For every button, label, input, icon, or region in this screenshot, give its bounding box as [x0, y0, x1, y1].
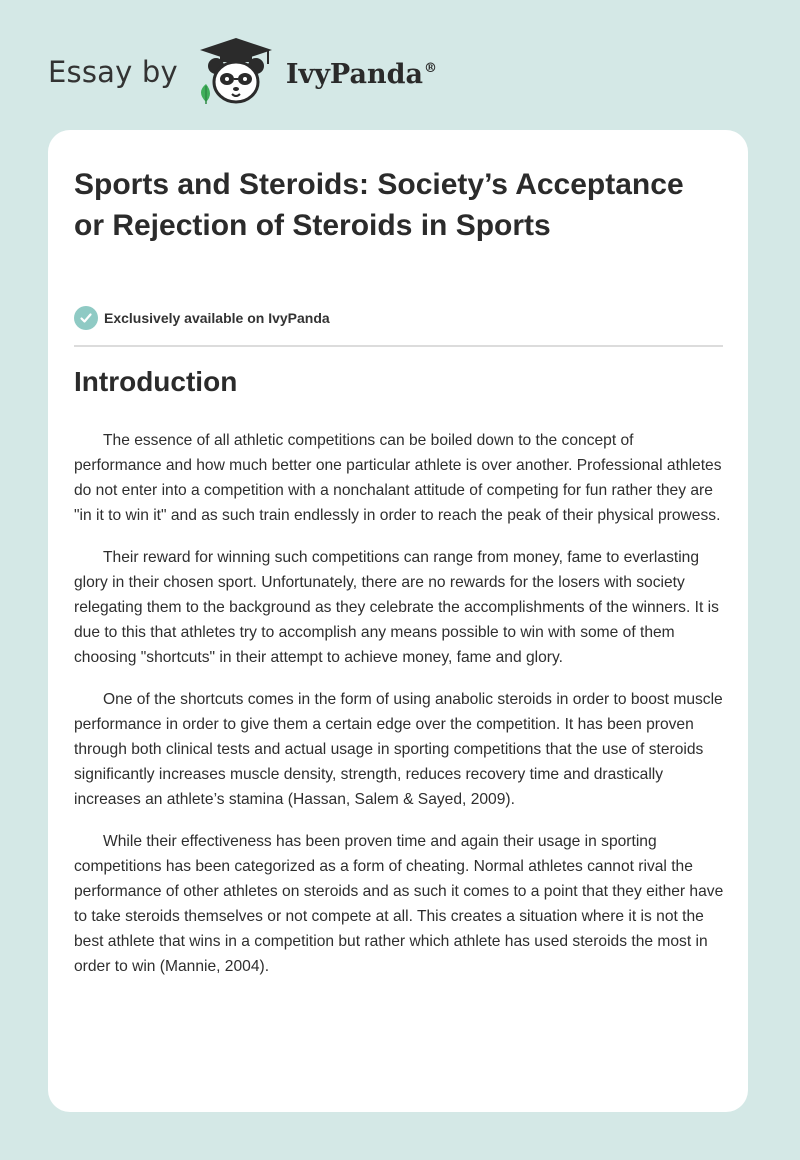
paragraph: The essence of all athletic competitions can be boiled down to the concept of performance and how much better one particular athlete is over another. Professional athletes do not enter into a competition with a nonchalant attitude of competing for fun rather they are "in it to win it" and as such train endlessly in order to reach the peak of their physical prowess.: [74, 432, 722, 524]
trademark-symbol: ®: [423, 60, 437, 76]
brand-name[interactable]: IvyPanda®: [285, 58, 437, 90]
paragraph: Their reward for winning such competitions can range from money, fame to everlasting glory in their chosen sport. Unfortunately, there are no rewards for the losers with society relegating them to the background as they celebrate the accomplishments of the winners. It is due to this that athletes try to accomplish any means possible to win with some of them choosing "shortcuts" in their attempt to achieve money, fame and glory.: [74, 549, 719, 666]
site-header: [48, 36, 437, 108]
paragraph: One of the shortcuts comes in the form of using anabolic steroids in order to boost muscle performance in order to give them a certain edge over the competition. It has been proven through both clinical tests and actual usage in sporting competitions that the use of steroids significantly increases muscle density, strength, reduces recovery time and drastically increases an athlete’s stamina (Hassan, Salem & Sayed, 2009).: [74, 691, 723, 808]
essay-card: [48, 130, 748, 1112]
check-circle-icon: [74, 306, 98, 330]
exclusive-badge: [74, 306, 330, 330]
exclusive-badge-label: Exclusively available on IvyPanda: [104, 310, 330, 326]
essay-body: [74, 428, 724, 996]
essay-title: Sports and Steroids: Society’s Acceptance or Rejection of Steroids in Sports: [74, 168, 684, 242]
section-heading: Introduction: [74, 366, 238, 397]
paragraph: While their effectiveness has been proven time and again their usage in sporting competitions has been categorized as a form of cheating. Normal athletes cannot rival the performance of other athletes on steroids and as such it comes to a point that they either have to take steroids themselves or not compete at all. This creates a situation where it is not the best athlete that wins in a competition but rather which athlete has used steroids the most in order to win (Mannie, 2004).: [74, 833, 724, 975]
divider: [74, 345, 723, 347]
panda-graduate-icon[interactable]: [192, 36, 282, 108]
essay-by-label: Essay by: [48, 55, 178, 89]
